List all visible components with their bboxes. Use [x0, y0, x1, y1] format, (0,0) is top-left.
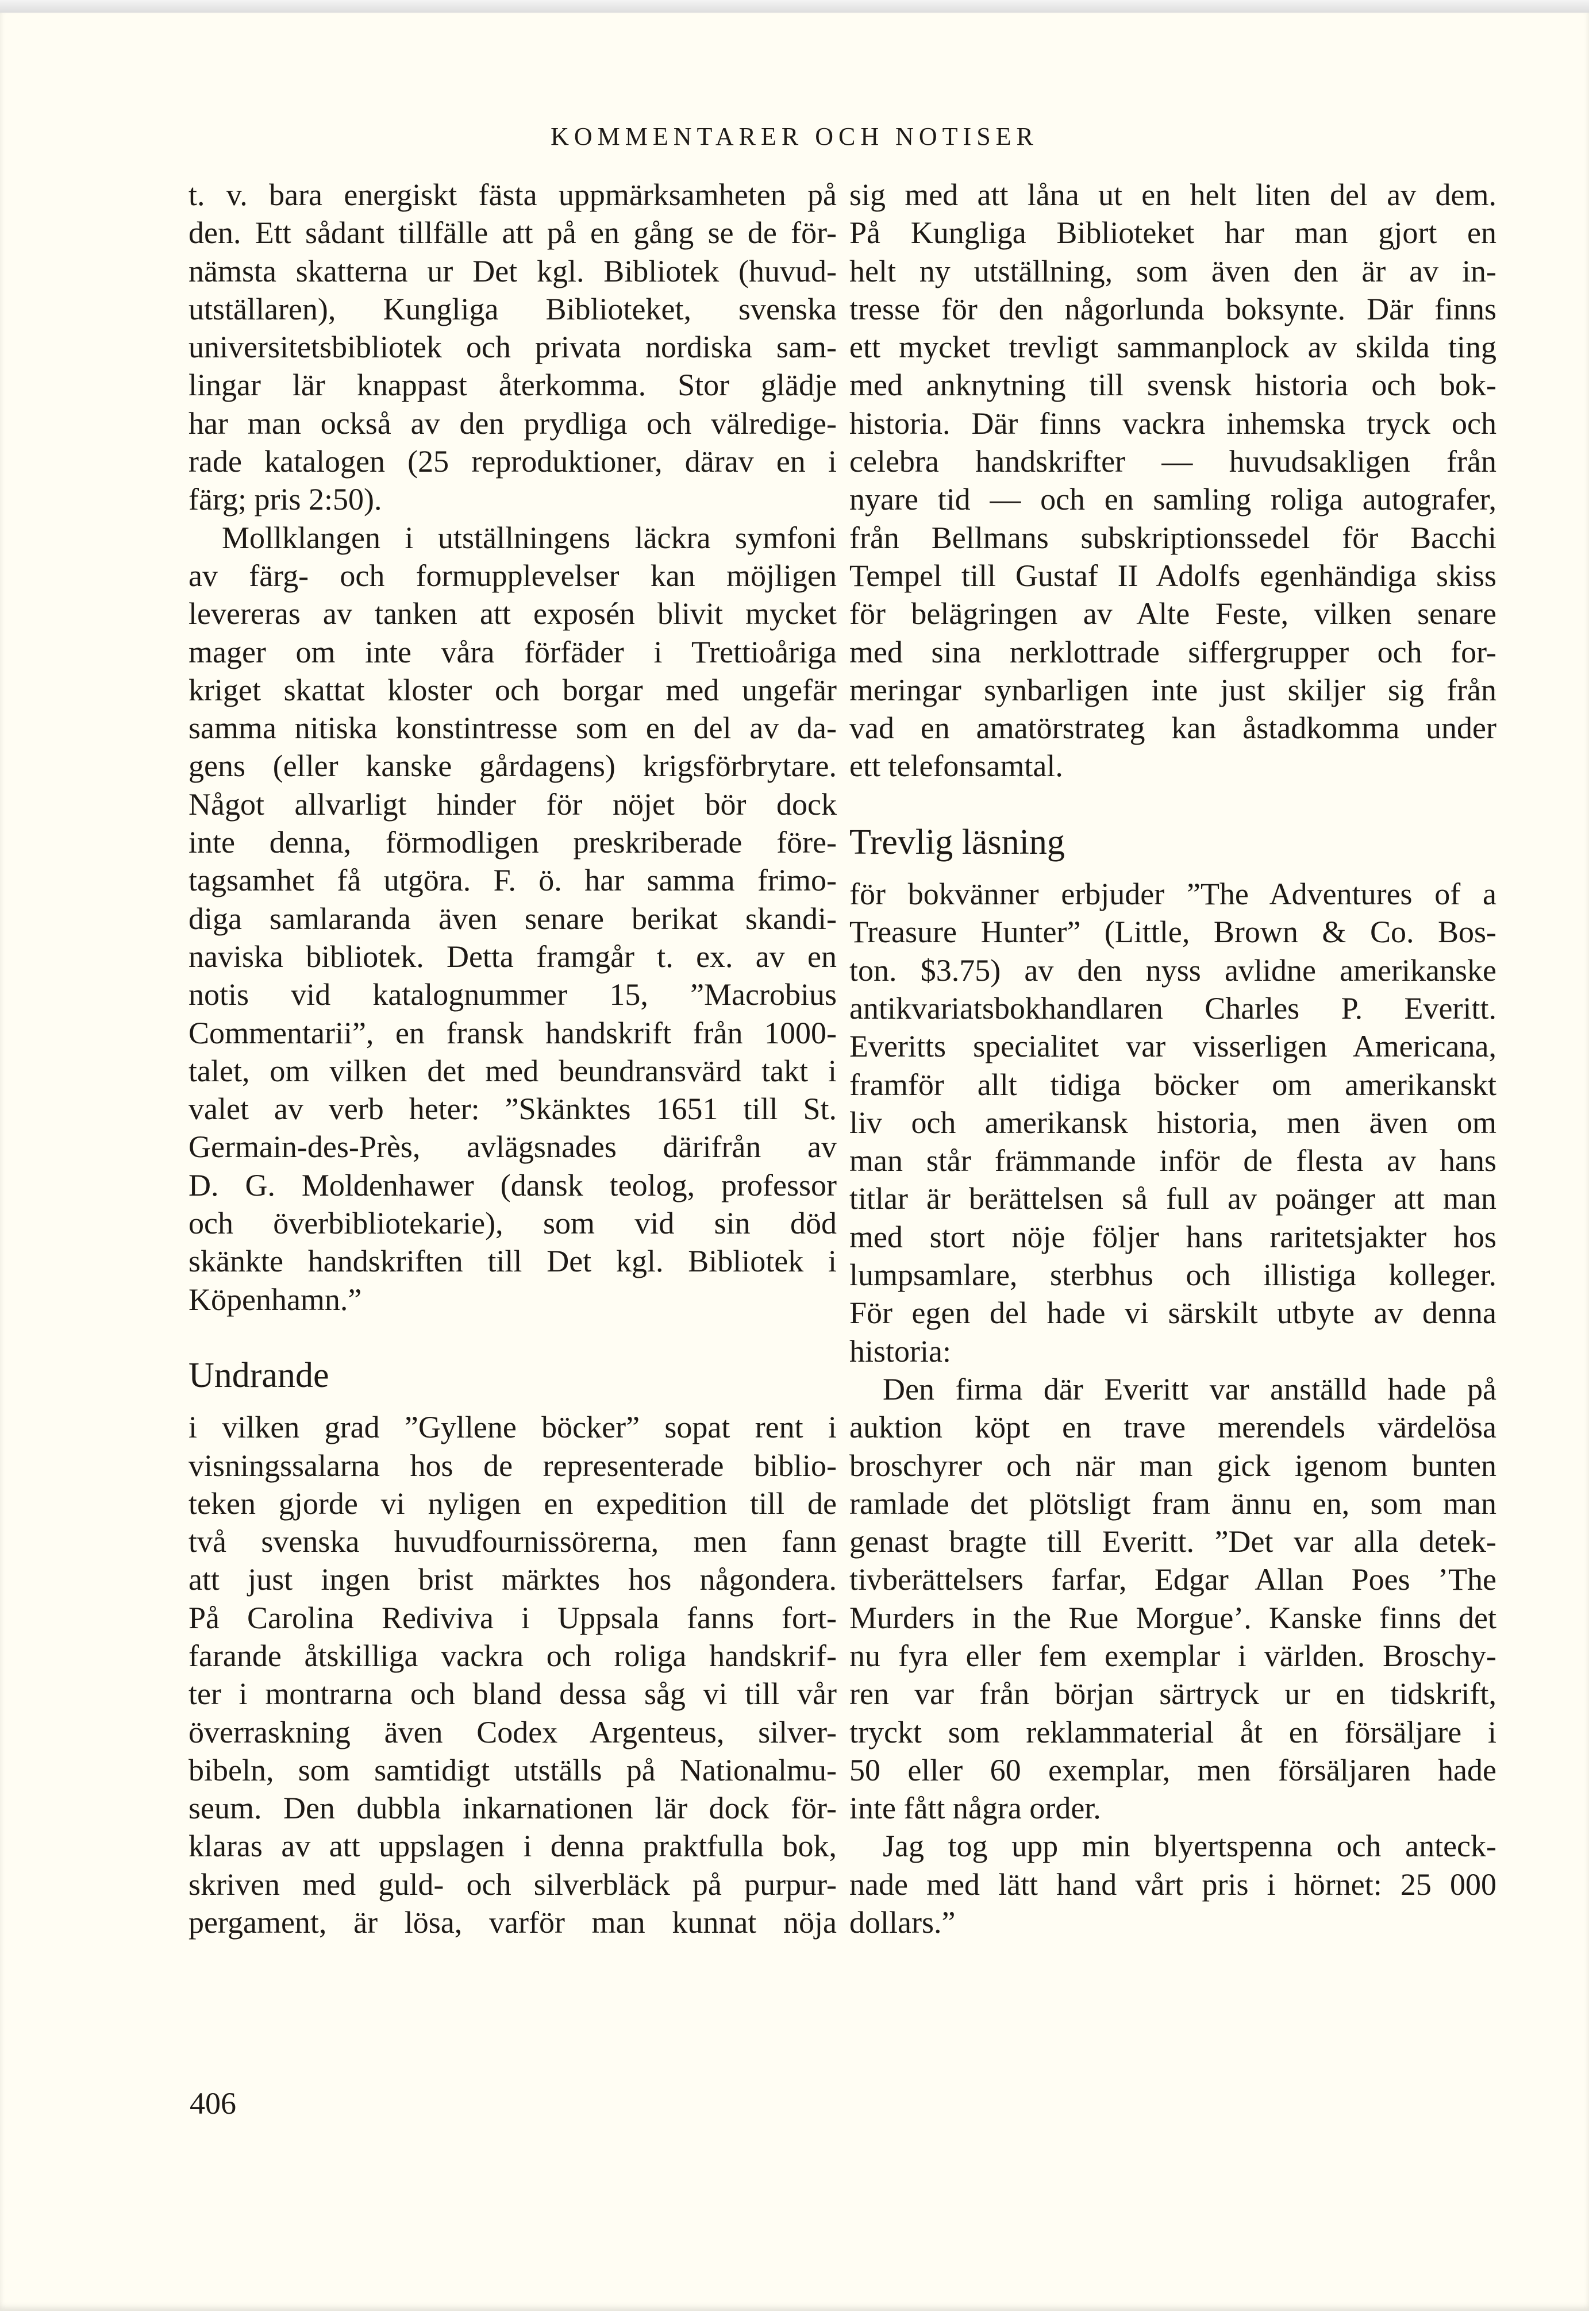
text-line: genast bragte till Everitt. ”Det var alla detek- [849, 1524, 1496, 1559]
section-heading-undrande: Undrande [188, 1355, 329, 1395]
text-line: pergament, är lösa, varför man kunnat nöja [188, 1905, 837, 1940]
text-line: inte fått några order. [849, 1791, 1101, 1826]
text-line: för belägringen av Alte Feste, vilken senare [849, 596, 1496, 631]
text-line: färg; pris 2:50). [188, 482, 382, 517]
text-line: har man också av den prydliga och välredige- [188, 406, 837, 441]
text-line: historia. Där finns vackra inhemska tryck och [849, 406, 1496, 441]
text-line: antikvariatsbokhandlaren Charles P. Everitt. [849, 991, 1496, 1026]
text-line: skriven med guld- och silverbläck på purpur- [188, 1867, 837, 1902]
text-line: av färg- och formupplevelser kan möjligen [188, 558, 837, 593]
text-line: farande åtskilliga vackra och roliga handskrif- [188, 1638, 837, 1673]
text-line: ett telefonsamtal. [849, 749, 1063, 784]
text-line: Något allvarligt hinder för nöjet bör dock [188, 787, 837, 822]
text-line: ett mycket trevligt sammanplock av skilda ting [849, 330, 1496, 365]
text-line: mager om inte våra förfäder i Trettioåriga [188, 634, 837, 669]
text-line: vad en amatörstrateg kan åstadkomma under [849, 711, 1496, 746]
text-line: meringar synbarligen inte just skiljer sig från [849, 672, 1496, 707]
text-line: historia: [849, 1333, 951, 1369]
text-line: tresse för den någorlunda boksynte. Där finns [849, 291, 1496, 326]
text-line: universitetsbibliotek och privata nordiska sam- [188, 330, 837, 365]
text-line: notis vid katalognummer 15, ”Macrobius [188, 977, 837, 1012]
text-line: skänkte handskriften till Det kgl. Bibliotek i [188, 1244, 837, 1279]
text-line: valet av verb heter: ”Skänktes 1651 till St. [188, 1092, 837, 1127]
left-column [188, 176, 837, 1941]
heading-gap [188, 1394, 837, 1408]
scan-top-edge [0, 0, 1589, 14]
section-heading-trevlig-lasning: Trevlig läsning [849, 822, 1065, 862]
text-line: ramlade det plötsligt fram ännu en, som man [849, 1486, 1496, 1521]
text-line: Den firma där Everitt var anställd hade på [883, 1371, 1496, 1406]
text-line: Mollklangen i utställningens läckra symfoni [222, 520, 837, 555]
text-line: titlar är berättelsen så full av poänger att man [849, 1181, 1496, 1216]
text-line: nyare tid — och en samling roliga autografer, [849, 482, 1496, 517]
text-line: rade katalogen (25 reproduktioner, därav en i [188, 444, 837, 479]
text-line: Treasure Hunter” (Little, Brown & Co. Bos- [849, 915, 1496, 950]
text-line: tivberättelsers farfar, Edgar Allan Poes ’The [849, 1562, 1496, 1597]
right-paragraph-4 [849, 1827, 1496, 1941]
right-column [849, 176, 1496, 1941]
section-gap [188, 1319, 837, 1356]
text-line: framför allt tidiga böcker om amerikanskt [849, 1067, 1496, 1102]
text-line: Köpenhamn.” [188, 1282, 362, 1317]
section-gap [849, 785, 1496, 823]
text-line: kriget skattat kloster och borgar med ungefär [188, 672, 837, 707]
heading-gap [849, 861, 1496, 875]
text-line: sig med att låna ut en helt liten del av dem. [849, 178, 1496, 212]
text-line: På Kungliga Biblioteket har man gjort en [849, 215, 1496, 250]
text-line: På Carolina Rediviva i Uppsala fanns fort- [188, 1600, 837, 1635]
right-paragraph-2 [849, 875, 1496, 1370]
text-line: För egen del hade vi särskilt utbyte av denna [849, 1296, 1496, 1331]
text-line: den. Ett sådant tillfälle att på en gång se de för- [188, 215, 837, 250]
text-line: tagsamhet få utgöra. F. ö. har samma frimo- [188, 863, 837, 898]
text-line: med anknytning till svensk historia och bok- [849, 368, 1496, 403]
text-line: utställaren), Kungliga Biblioteket, svenska [188, 291, 837, 326]
text-line: med stort nöje följer hans raritetsjakter hos [849, 1219, 1496, 1254]
text-line: nämsta skatterna ur Det kgl. Bibliotek (huvud- [188, 253, 837, 288]
text-line: bibeln, som samtidigt utställs på Nationalmu- [188, 1752, 837, 1787]
text-line: Tempel till Gustaf II Adolfs egenhändiga skiss [849, 558, 1496, 593]
text-line: klaras av att uppslagen i denna praktfulla bok, [188, 1829, 837, 1864]
left-paragraph-1 [188, 176, 837, 519]
text-line: överraskning även Codex Argenteus, silver- [188, 1714, 837, 1749]
left-paragraph-3 [188, 1408, 837, 1941]
text-line: 50 eller 60 exemplar, men försäljaren hade [849, 1752, 1496, 1787]
text-line: med sina nerklottrade siffergrupper och for- [849, 634, 1496, 669]
text-line: naviska bibliotek. Detta framgår t. ex. av en [188, 939, 837, 974]
text-line: i vilken grad ”Gyllene böcker” sopat rent i [188, 1410, 837, 1445]
text-line: samma nitiska konstintresse som en del av da- [188, 711, 837, 746]
text-line: ton. $3.75) av den nyss avlidne amerikanske [849, 953, 1496, 988]
page-number: 406 [190, 2086, 236, 2121]
text-line: talet, om vilken det med beundransvärd takt i [188, 1053, 837, 1088]
text-line: Commentarii”, en fransk handskrift från 1000- [188, 1015, 837, 1050]
text-line: celebra handskrifter — huvudsakligen från [849, 444, 1496, 479]
text-line: tryckt som reklammaterial åt en försäljare i [849, 1714, 1496, 1749]
text-line: gens (eller kanske gårdagens) krigsförbrytare. [188, 749, 837, 784]
text-line: Murders in the Rue Morgue’. Kanske finns det [849, 1600, 1496, 1635]
text-line: seum. Den dubbla inkarnationen lär dock för- [188, 1791, 837, 1826]
text-line: Jag tog upp min blyertspenna och anteck- [883, 1829, 1496, 1864]
right-paragraph-1 [849, 176, 1496, 785]
text-line: teken gjorde vi nyligen en expedition till de [188, 1486, 837, 1521]
text-line: inte denna, förmodligen preskriberade före- [188, 825, 837, 860]
running-head: KOMMENTARER OCH NOTISER [551, 122, 1038, 151]
text-line: två svenska huvudfournissörerna, men fann [188, 1524, 837, 1559]
text-line: lingar lär knappast återkomma. Stor glädje [188, 368, 837, 403]
text-line: och överbibliotekarie), som vid sin död [188, 1206, 837, 1241]
text-line: att just ingen brist märktes hos någondera. [188, 1562, 837, 1597]
text-line: helt ny utställning, som även den är av in- [849, 253, 1496, 288]
text-line: man står främmande inför de flesta av hans [849, 1143, 1496, 1178]
text-line: broschyrer och när man gick igenom bunten [849, 1448, 1496, 1483]
text-line: för bokvänner erbjuder ”The Adventures of a [849, 877, 1496, 912]
text-line: ter i montrarna och bland dessa såg vi till vår [188, 1676, 837, 1712]
text-line: från Bellmans subskriptionssedel för Bacchi [849, 520, 1496, 555]
text-line: lumpsamlare, sterbhus och illistiga kolleger. [849, 1258, 1496, 1293]
text-line: dollars.” [849, 1905, 956, 1940]
text-line: Germain-des-Près, avlägsnades därifrån av [188, 1130, 837, 1165]
left-paragraph-2 [188, 519, 837, 1319]
text-line: auktion köpt en trave merendels värdelösa [849, 1410, 1496, 1445]
right-paragraph-3 [849, 1370, 1496, 1828]
text-line: D. G. Moldenhawer (dansk teolog, professor [188, 1167, 837, 1203]
text-line: Everitts specialitet var visserligen Americana, [849, 1029, 1496, 1064]
text-line: diga samlaranda även senare berikat skandi- [188, 901, 837, 936]
text-line: nade med lätt hand vårt pris i hörnet: 25 000 [849, 1867, 1496, 1902]
text-line: visningssalarna hos de representerade biblio- [188, 1448, 837, 1483]
text-line: liv och amerikansk historia, men även om [849, 1105, 1496, 1140]
text-line: nu fyra eller fem exemplar i världen. Broschy- [849, 1638, 1496, 1673]
text-line: ren var från början särtryck ur en tidskrift, [849, 1676, 1496, 1712]
text-line: levereras av tanken att exposén blivit mycket [188, 596, 837, 631]
text-line: t. v. bara energiskt fästa uppmärksamheten på [188, 178, 837, 212]
